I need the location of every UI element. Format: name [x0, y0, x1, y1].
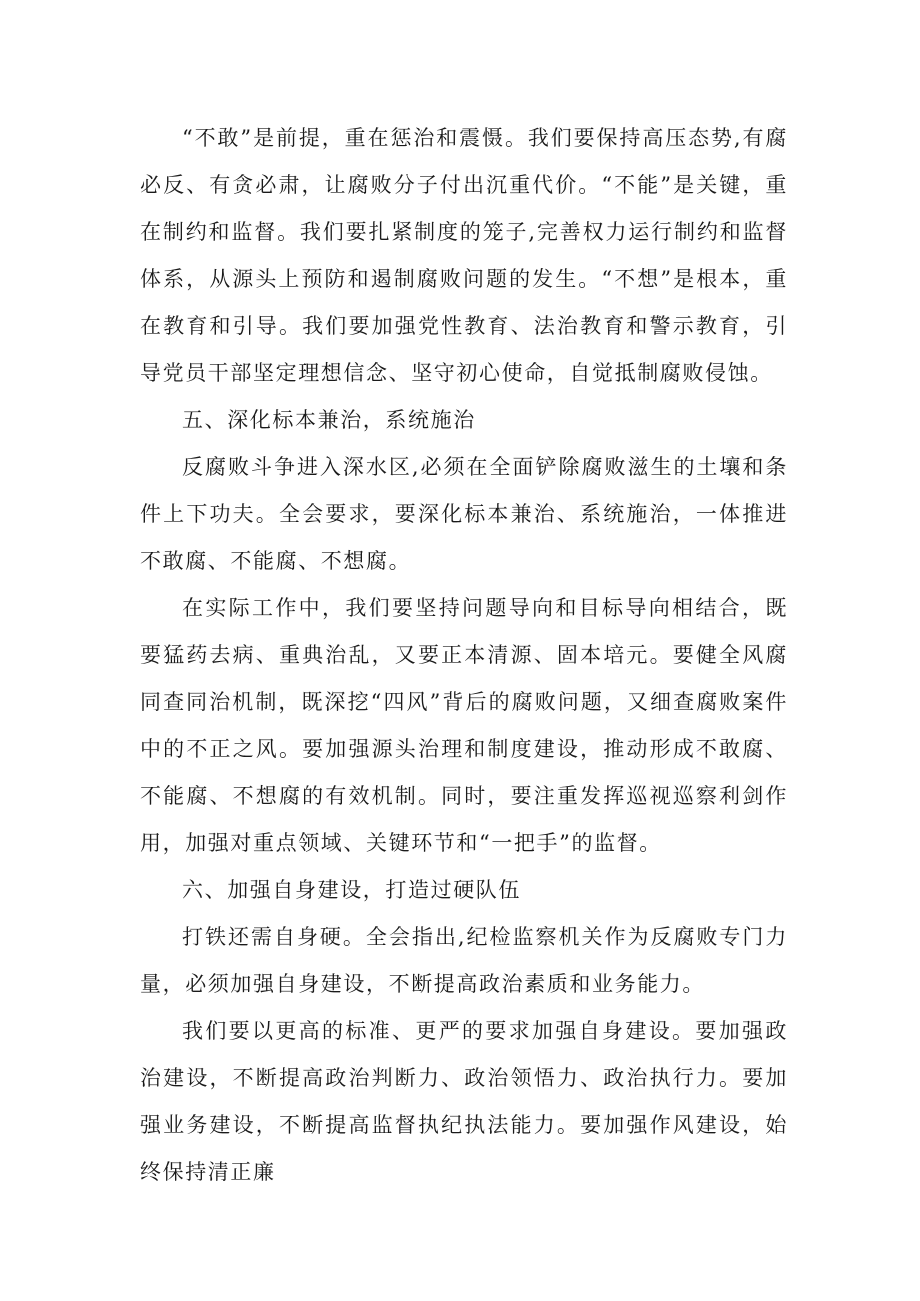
section-heading-5: 五、深化标本兼治，系统施治 — [182, 408, 476, 432]
document-body — [140, 115, 788, 1196]
section-heading-6: 六、加强自身建设，打造过硬队伍 — [182, 878, 521, 902]
paragraph-5: 我们要以更高的标准、更严的要求加强自身建设。要加强政治建设，不断提高政治判断力、政治领悟力、政治执行力。要加强业务建设，不断提高监督执纪执法能力。要加强作风建设，始终保持清正廉 — [140, 1019, 788, 1184]
paragraph-1: “不敢”是前提，重在惩治和震慑。我们要保持高压态势,有腐必反、有贪必肃，让腐败分子付出沉重代价。“不能”是关键，重在制约和监督。我们要扎紧制度的笼子,完善权力运行制约和监督体系，从源头上预防和遏制腐败问题的发生。“不想”是根本，重在教育和引导。我们要加强党性教育、法治教育和警示教育，引导党员干部坚定理想信念、坚守初心使命，自觉抵制腐败侵蚀。 — [140, 126, 788, 385]
paragraph-3: 在实际工作中，我们要坚持问题导向和目标导向相结合，既要猛药去病、重典治乱，又要正本清源、固本培元。要健全风腐同查同治机制，既深挖“四风”背后的腐败问题，又细查腐败案件中的不正之风。要加强源头治理和制度建设，推动形成不敢腐、不能腐、不想腐的有效机制。同时，要注重发挥巡视巡察利剑作用，加强对重点领域、关键环节和“一把手”的监督。 — [140, 596, 788, 855]
paragraph-4: 打铁还需自身硬。全会指出,纪检监察机关作为反腐败专门力量，必须加强自身建设，不断提高政治素质和业务能力。 — [140, 925, 788, 996]
paragraph-2: 反腐败斗争进入深水区,必须在全面铲除腐败滋生的土壤和条件上下功夫。全会要求，要深化标本兼治、系统施治，一体推进不敢腐、不能腐、不想腐。 — [140, 455, 788, 573]
